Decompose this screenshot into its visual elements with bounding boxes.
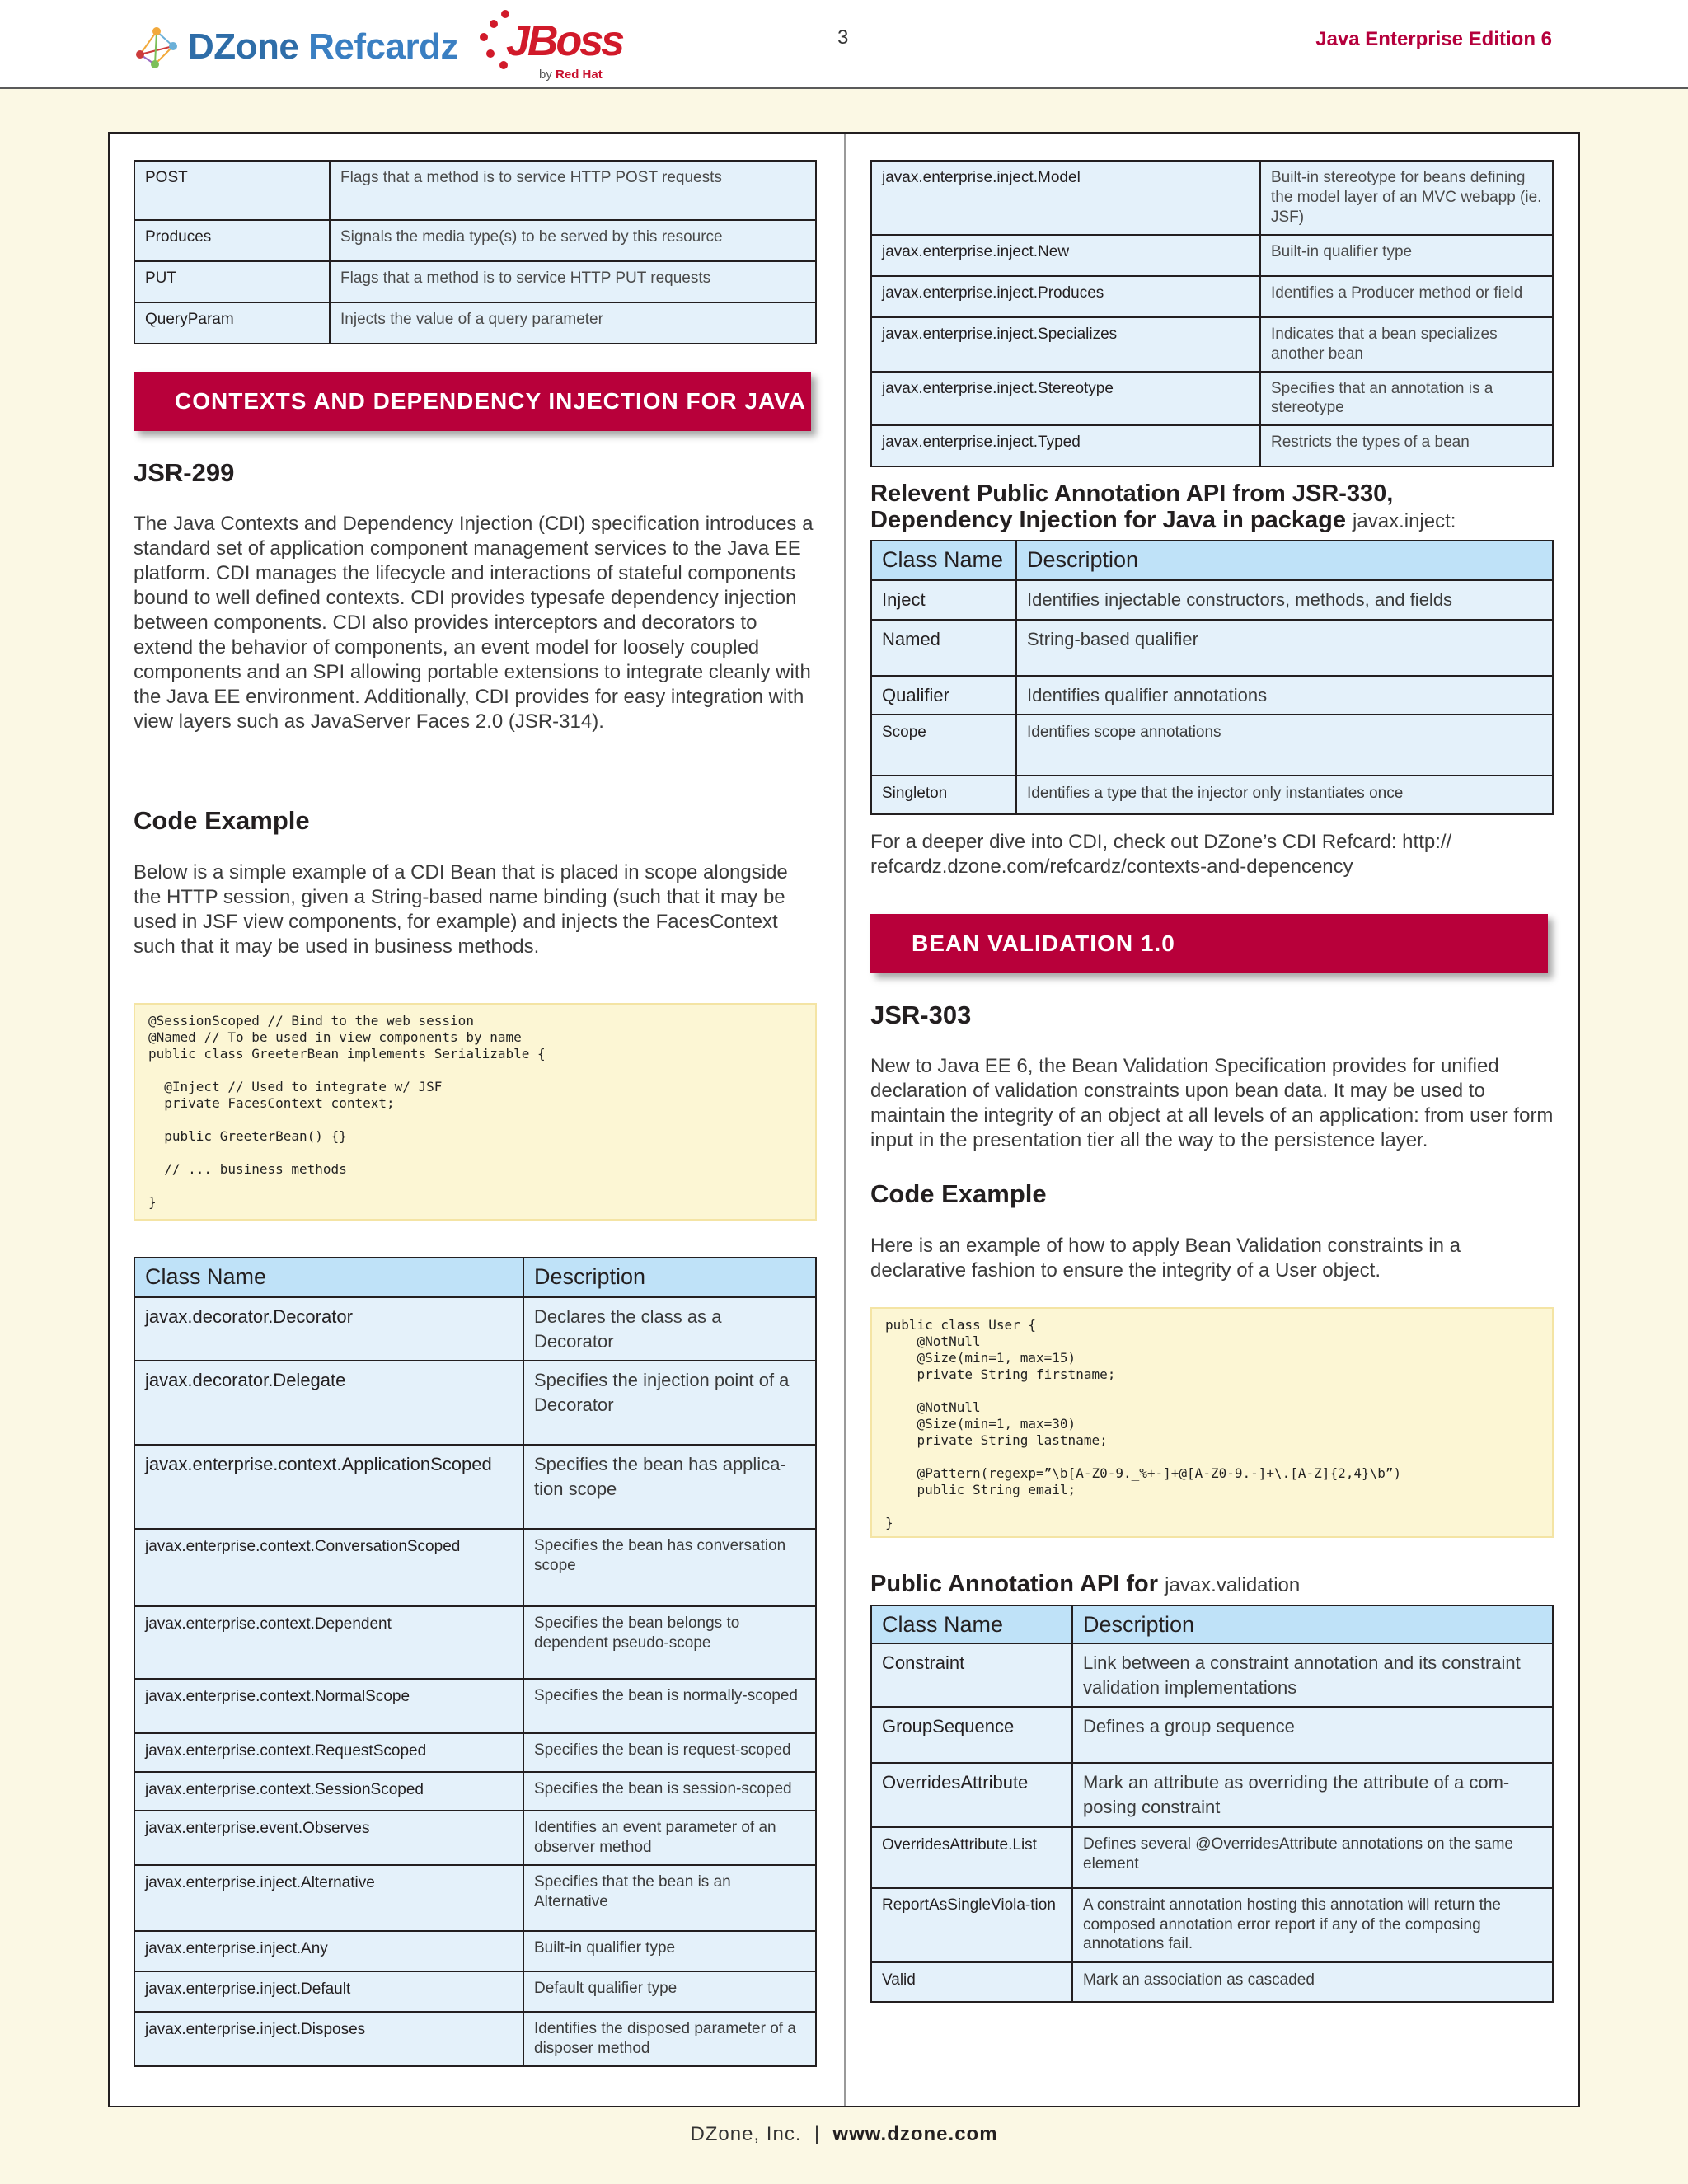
bv-intro-paragraph: New to Java EE 6, the Bean Validation Specification provides for unified declaration of validation constraints upon bean data. It may be used to maintain the integrity of an object at all levels of an application: from user form input in the presentation tier all the way to the persistence layer.	[870, 1055, 1554, 1151]
bv-code-example-heading: Code Example	[870, 1179, 1047, 1208]
table-row: Inject Identifies injectable constructors, methods, and fields	[871, 580, 1553, 620]
bv-jsr-heading: JSR-303	[870, 1001, 972, 1029]
brand-refcardz: Refcardz	[308, 26, 458, 67]
table-row: javax.enterprise.inject.Alternative Specifies that the bean is an Alternative	[134, 1865, 816, 1931]
cdi-refcard-note: For a deeper dive into CDI, check out DZone’s CDI Refcard: http:// refcardz.dzone.com/refcardz/contexts-and-depencency	[870, 831, 1452, 878]
table-row: OverridesAttribute.List Defines several @OverridesAttribute annotations on the same element	[871, 1827, 1553, 1888]
table-row: javax.enterprise.inject.Default Default qualifier type	[134, 1971, 816, 2012]
table-header-row	[871, 1605, 1553, 1643]
cdi-annotation-table-continued	[870, 160, 1554, 467]
table-row: GroupSequence Defines a group sequence	[871, 1707, 1553, 1763]
bv-api-heading: Public Annotation API for javax.validation	[870, 1571, 1301, 1597]
table-row: javax.enterprise.inject.Produces Identifies a Producer method or field	[871, 276, 1553, 317]
table-row: OverridesAttribute Mark an attribute as overriding the attribute of a com-posing constraint	[871, 1763, 1553, 1826]
table-row: Qualifier Identifies qualifier annotations	[871, 676, 1553, 715]
table-row: Named String-based qualifier	[871, 620, 1553, 676]
table-row: Produces Signals the media type(s) to be served by this resource	[134, 220, 816, 261]
table-row: javax.enterprise.context.RequestScoped Specifies the bean is request-scoped	[134, 1733, 816, 1772]
table-row: javax.enterprise.context.NormalScope Specifies the bean is normally-scoped	[134, 1679, 816, 1733]
di-api-heading: Relevent Public Annotation API from JSR-330, Dependency Injection for Java in package javax.inject:	[870, 480, 1456, 533]
bean-validation-banner: BEAN VALIDATION 1.0	[870, 914, 1548, 973]
column-header-description: Description	[1072, 1605, 1553, 1643]
jboss-logo	[476, 8, 623, 82]
cdi-section-banner: CONTEXTS AND DEPENDENCY INJECTION FOR JAVA	[134, 372, 811, 431]
table-row: PUT Flags that a method is to service HTTP PUT requests	[134, 261, 816, 302]
page-footer	[0, 2123, 1688, 2146]
cdi-annotation-table	[134, 1257, 817, 2067]
footer-company: DZone, Inc.	[690, 2123, 802, 2145]
dzone-refcardz-logo	[132, 21, 458, 73]
table-header-row	[871, 541, 1553, 580]
cdi-intro-paragraph: The Java Contexts and Dependency Injection (CDI) specification introduces a standard set of application component management services to the Java EE platform. CDI manages the lifecycle and interactions of stateful components bound to well defined contexts. CDI provides typesafe dependency injection between components. CDI also provides interceptors and decorators to extend the behavior of components, an event model for loosely coupled components and an SPI allowing portable extensions to integrate cleanly with the Java EE environment. Additionally, CDI provides for easy integration with view layers such as JavaServer Faces 2.0 (JSR-314).	[134, 513, 814, 733]
table-row: POST Flags that a method is to service HTTP POST requests	[134, 161, 816, 220]
table-row: Constraint Link between a constraint annotation and its constraint validation implementations	[871, 1643, 1553, 1707]
cdi-code-block: @SessionScoped // Bind to the web session @Named // To be used in view components by name public class GreeterBean implements Serializable { @Inject // Used to integrate w/ JSF private FacesContext context; public GreeterBean() {} // ... business methods }	[134, 1003, 817, 1221]
page-header	[0, 0, 1688, 89]
header-title: Java Enterprise Edition 6	[1315, 28, 1552, 50]
cdi-code-example-heading: Code Example	[134, 806, 310, 835]
table-row: ReportAsSingleViola-tion A constraint annotation hosting this annotation will return the composed annotation error report if any of the composing annotations fail.	[871, 1888, 1553, 1962]
di-annotation-table	[870, 540, 1554, 815]
cdi-jsr-heading: JSR-299	[134, 458, 235, 487]
bv-code-block: public class User { @NotNull @Size(min=1, max=15) private String firstname; @NotNull @Size(min=1, max=30) private String lastname; @Pattern(regexp=”\b[A-Z0-9._%+-]+@[A-Z0-9.-]+\.[A-Z]{2,4}\b”) public String email; }	[870, 1307, 1554, 1538]
jboss-byline: by Red Hat	[539, 68, 603, 82]
bv-table-block	[870, 1605, 1554, 2003]
di-table-block	[870, 540, 1554, 815]
table-row: javax.enterprise.inject.Any Built-in qualifier type	[134, 1931, 816, 1971]
cdi-table-continued-block	[870, 160, 1554, 467]
footer-url-link[interactable]: www.dzone.com	[832, 2123, 998, 2145]
jaxrs-table-block	[134, 160, 817, 344]
page-number: 3	[837, 26, 849, 49]
table-row: javax.enterprise.inject.Model Built-in stereotype for beans defining the model layer of an MVC webapp (ie. JSF)	[871, 161, 1553, 235]
table-row: javax.decorator.Decorator Declares the class as a Decorator	[134, 1297, 816, 1361]
table-row: Valid Mark an association as cascaded	[871, 1962, 1553, 2002]
cdi-code-intro-paragraph: Below is a simple example of a CDI Bean that is placed in scope alongside the HTTP session, given a String-based name binding (such that it may be used in JSF view components, for example) and injects the FacesContext such that it may be used in business methods.	[134, 861, 788, 958]
jboss-wordmark: JBoss	[506, 17, 623, 65]
table-row: Singleton Identifies a type that the injector only instantiates once	[871, 776, 1553, 814]
bv-code-intro-paragraph: Here is an example of how to apply Bean Validation constraints in a declarative fashion to ensure the integrity of a User object.	[870, 1235, 1461, 1282]
table-row: javax.enterprise.inject.Disposes Identifies the disposed parameter of a disposer method	[134, 2012, 816, 2066]
table-header-row	[134, 1258, 816, 1297]
table-row: javax.enterprise.context.Dependent Specifies the bean belongs to dependent pseudo-scope	[134, 1606, 816, 1679]
column-header-description: Description	[523, 1258, 816, 1297]
table-row: javax.decorator.Delegate Specifies the injection point of a Decorator	[134, 1361, 816, 1445]
cdi-table-block	[134, 1257, 817, 2067]
brand-dzone: DZone	[188, 26, 299, 67]
column-header-class-name: Class Name	[871, 541, 1016, 580]
jaxrs-annotation-table	[134, 160, 817, 344]
table-row: javax.enterprise.inject.Stereotype Specifies that an annotation is a stereotype	[871, 372, 1553, 426]
column-divider	[844, 134, 846, 2106]
table-row: javax.enterprise.context.ApplicationScoped Specifies the bean has applica-tion scope	[134, 1445, 816, 1529]
table-row: javax.enterprise.context.SessionScoped Specifies the bean is session-scoped	[134, 1772, 816, 1811]
table-row: javax.enterprise.inject.Specializes Indicates that a bean specializes another bean	[871, 317, 1553, 372]
table-row: javax.enterprise.inject.Typed Restricts the types of a bean	[871, 425, 1553, 466]
table-row: javax.enterprise.context.ConversationScoped Specifies the bean has conversation scope	[134, 1529, 816, 1606]
column-header-class-name: Class Name	[871, 1605, 1072, 1643]
table-row: javax.enterprise.event.Observes Identifies an event parameter of an observer method	[134, 1811, 816, 1865]
column-header-class-name: Class Name	[134, 1258, 523, 1297]
bv-annotation-table	[870, 1605, 1554, 2003]
table-row: javax.enterprise.inject.New Built-in qualifier type	[871, 235, 1553, 276]
table-row: Scope Identifies scope annotations	[871, 715, 1553, 776]
footer-separator: |	[814, 2123, 821, 2145]
table-row: QueryParam Injects the value of a query parameter	[134, 302, 816, 344]
column-header-description: Description	[1016, 541, 1553, 580]
network-icon	[132, 21, 183, 73]
